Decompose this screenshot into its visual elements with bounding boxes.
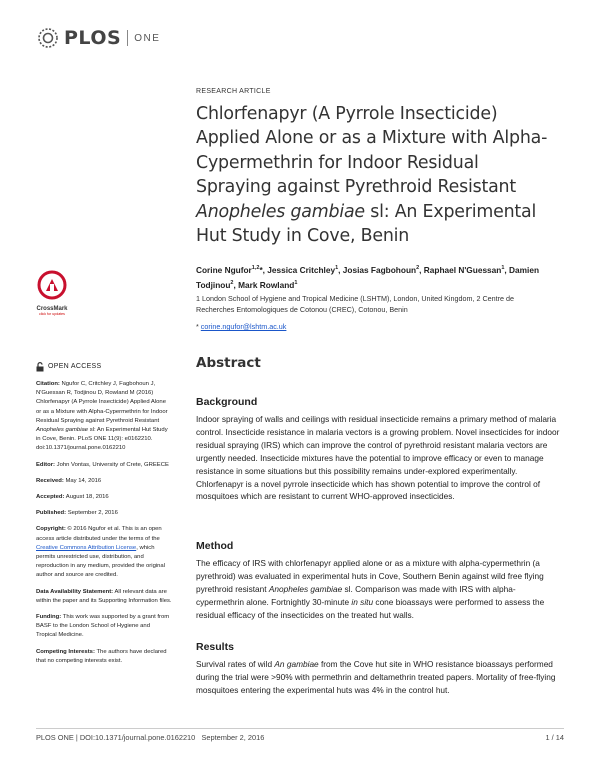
page-number: 1 / 14 — [545, 733, 564, 742]
copyright: Copyright: © 2016 Ngufor et al. This is an open access article distributed under the terms of the Creative Commons Attribution License, which permits unrestricted use, distribution, and reproduction in any medium, provided the original author and source are credited. — [36, 526, 166, 579]
author-2[interactable]: Jessica Critchley$^1$, — [267, 264, 343, 275]
citation: Citation: Ngufor C, Critchley J, Fagbohoun J, N'Guessan R, Todjinou D, Rowland M (2016) Chlorfenapyr (A Pyrrole Insecticide) Applied Alone or as a Mixture with Alpha-Cypermethrin for Indoor Residual Spraying against Pyrethroid Resistant Anopheles gambiae sl: An Experimental Hut Study in Cove, Benin. PLoS ONE 11(9): e0162210. doi:10.1371/journal.pone.0162210 — [36, 381, 168, 452]
open-lock-icon — [36, 362, 44, 372]
logo-journal-text: ONE — [134, 32, 161, 44]
logo-plos-text: PLOS — [64, 27, 122, 49]
published-date: Published: September 2, 2016 — [36, 510, 118, 517]
method-heading: Method — [196, 540, 234, 552]
received-date: Received: May 14, 2016 — [36, 477, 102, 484]
funding: Funding: This work was supported by a grant from BASF to the London School of Hygiene and Tropical Medicine. — [36, 614, 170, 639]
license-link[interactable]: Creative Commons Attribution License — [36, 544, 137, 551]
editor: Editor: John Vontas, University of Crete, GREECE — [36, 461, 169, 468]
crossmark-icon — [37, 270, 67, 300]
results-paragraph: Survival rates of wild An gambiae from the Cove hut site in WHO resistance bioassays performed during the trial were >90% with permethrin and deltamethrin treated papers. Mortality of free-flying mosquitoes entering the experimental huts was 4% in the control hut. — [196, 659, 556, 695]
affiliations: 1 London School of Hygiene and Tropical Medicine (LSHTM), London, United Kingdom, 2 Centre de Recherches Entomologiques de Cotonou (CREC), Cotonou, Benin — [196, 294, 515, 314]
method-paragraph: The efficacy of IRS with chlorfenapyr applied alone or as a mixture with alpha-cypermethrin (a pyrethroid) was evaluated in experimental huts in Cove, Southern Benin against wild free flying pyrethroid resistant Anopheles gambiae sl. Comparison was made with IRS with alpha-cypermethrin alone. Fortnightly 30-minute in situ cone bioassays were performed to assess the residual efficacy of the insecticides on the treated hut walls. — [196, 558, 545, 620]
title-italic-species: Anopheles gambiae — [196, 201, 365, 222]
page-footer — [36, 733, 564, 742]
article-sidebar — [36, 362, 172, 673]
footer-rule — [36, 728, 564, 729]
competing-interests: Competing Interests: The authors have declared that no competing interests exist. — [36, 648, 167, 664]
author-5[interactable]: Damien Todjinou$^2$, — [196, 264, 540, 290]
author-6[interactable]: Mark Rowland$^1$ — [238, 279, 298, 290]
crossmark-label: CrossMark — [36, 306, 68, 312]
data-availability: Data Availability Statement: All relevant data are within the paper and its Supporting Information files. — [36, 588, 172, 604]
open-access: OPEN ACCESS — [36, 362, 172, 372]
email-link[interactable]: corine.ngufor@lshtm.ac.uk — [200, 322, 287, 331]
background-paragraph: Indoor spraying of walls and ceilings with residual insecticide remains a primary method of malaria control. Insecticide resistance in malaria vectors is a growing problem. Novel insecticides for indoor residual spraying (IRS) which can improve the control of pyrethroid resistant malaria vectors are urgently needed. Insecticide mixtures have the potential to improve efficacy or even to manage resistance in some situations but this possibility remains under-explored experimentally. Chlorfenapyr is a novel pyrrole insecticide which has shown potential to improve the control of mosquitoes which are resistant to current WHO-approved insecticides. — [196, 414, 560, 502]
plos-logo-mark-icon — [36, 26, 62, 50]
background-heading: Background — [196, 396, 258, 408]
author-list — [196, 262, 552, 292]
title-part1: Chlorfenapyr (A Pyrrole Insecticide) Applied Alone or as a Mixture with Alpha-Cypermethrin for Indoor Residual Spraying against Pyrethroid Resistant — [196, 104, 548, 198]
article-type: RESEARCH ARTICLE — [196, 88, 271, 95]
article-title — [196, 102, 556, 248]
accepted-date: Accepted: August 18, 2016 — [36, 494, 109, 501]
title-part2: sl: An Experimental Hut Study in Cove, Benin — [196, 201, 537, 247]
crossmark-sub: click for updates — [39, 312, 65, 316]
abstract-heading: Abstract — [196, 355, 261, 371]
author-3[interactable]: Josias Fagbohoun$^2$, — [342, 264, 424, 275]
author-1[interactable]: Corine Ngufor$^{1,2}$*, — [196, 264, 268, 275]
corresponding-email: * corine.ngufor@lshtm.ac.uk — [196, 322, 287, 331]
logo-separator — [127, 30, 128, 46]
footer-citation: PLOS ONE | DOI:10.1371/journal.pone.0162210 September 2, 2016 — [36, 733, 265, 742]
author-4[interactable]: Raphael N'Guessan$^1$, — [423, 264, 510, 275]
results-heading: Results — [196, 641, 234, 653]
crossmark-badge[interactable] — [36, 270, 68, 316]
plos-one-logo[interactable] — [36, 26, 160, 50]
